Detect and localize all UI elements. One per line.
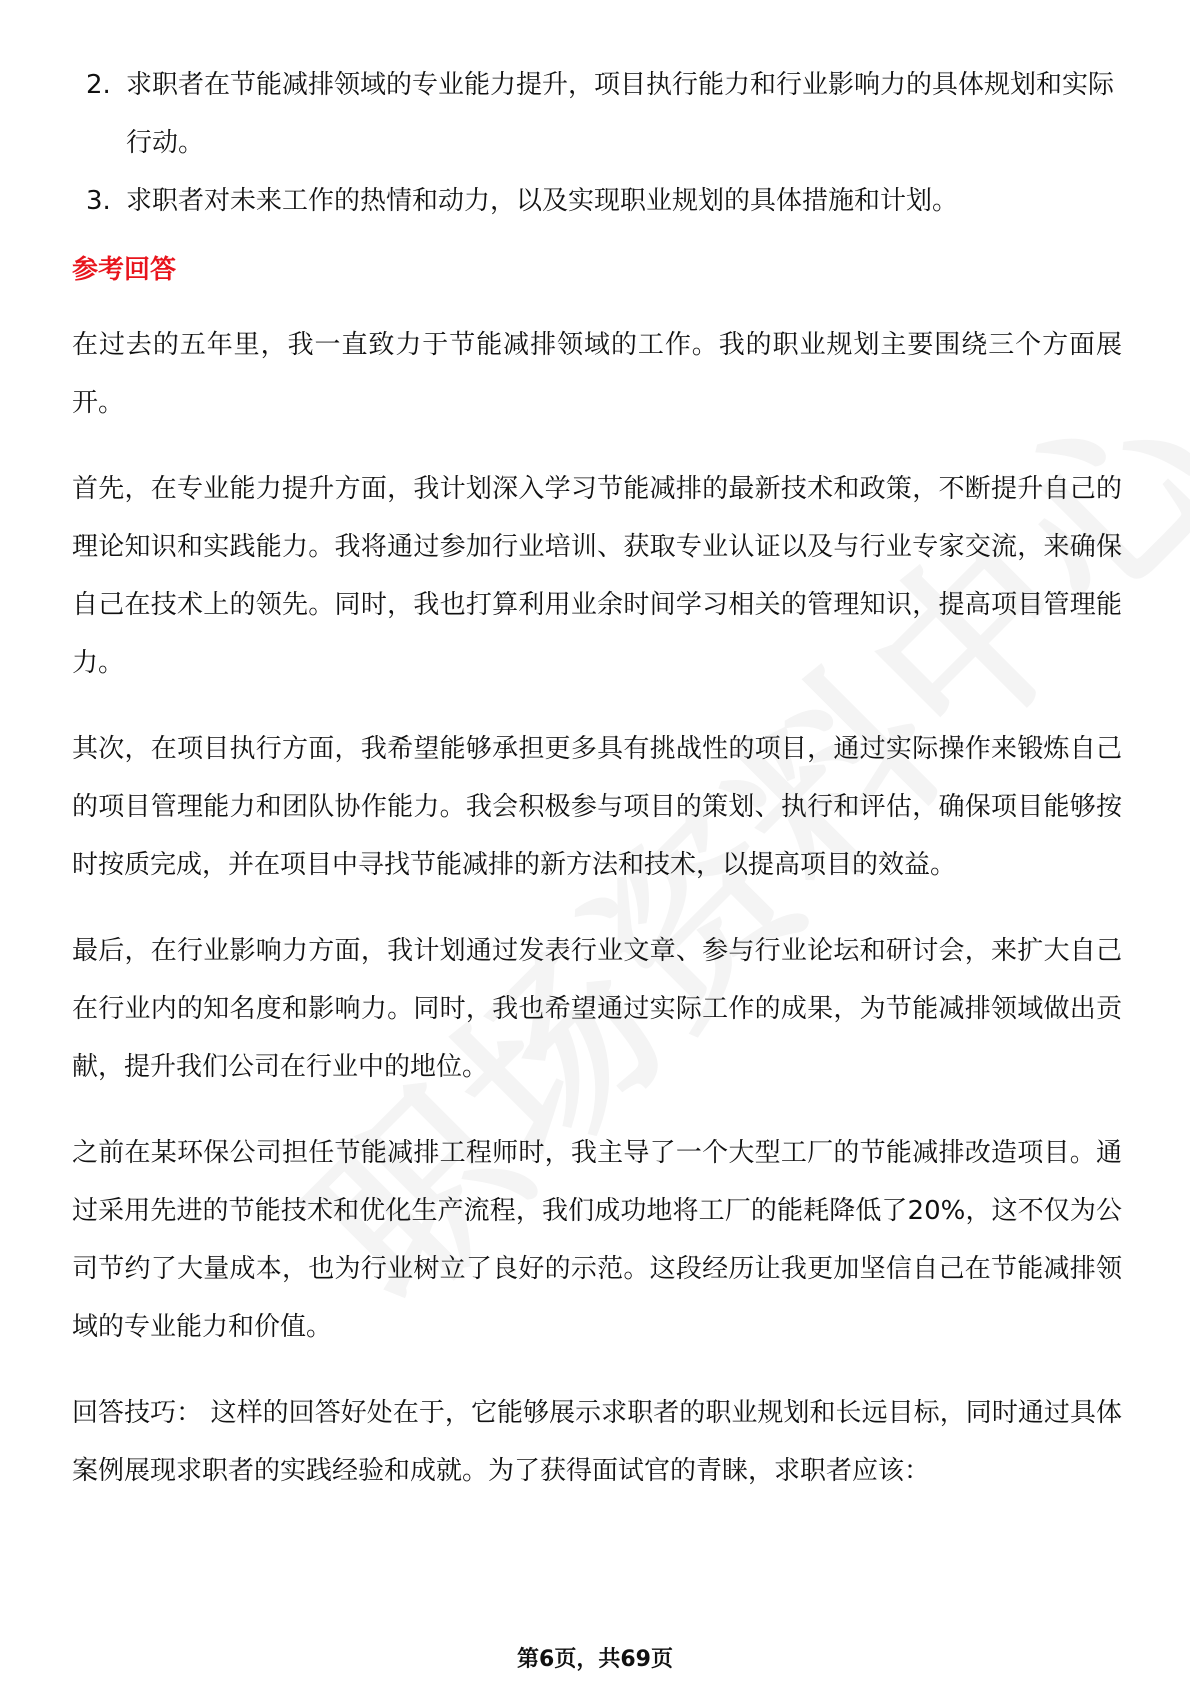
paragraph-intro: 在过去的五年里，我一直致力于节能减排领域的工作。我的职业规划主要围绕三个方面展开。 xyxy=(72,330,1122,418)
list-item xyxy=(72,56,1122,172)
page-content xyxy=(72,56,1122,1528)
list-item xyxy=(72,172,1122,230)
paragraph-project: 其次，在项目执行方面，我希望能够承担更多具有挑战性的项目，通过实际操作来锻炼自己的项目管理能力和团队协作能力。我会积极参与项目的策划、执行和评估，确保项目能够按时按质完成，并在项目中寻找节能减排的新方法和技术，以提高项目的效益。 xyxy=(72,734,1122,880)
page-footer: 第6页，共69页 xyxy=(517,1647,673,1672)
numbered-list xyxy=(72,56,1122,230)
paragraph-tips: 回答技巧： 这样的回答好处在于，它能够展示求职者的职业规划和长远目标，同时通过具体案例展现求职者的实践经验和成就。为了获得面试官的青睐，求职者应该： xyxy=(72,1398,1122,1486)
section-heading: 参考回答 xyxy=(72,255,177,285)
paragraph-professional: 首先，在专业能力提升方面，我计划深入学习节能减排的最新技术和政策，不断提升自己的理论知识和实践能力。我将通过参加行业培训、获取专业认证以及与行业专家交流，来确保自己在技术上的领先。同时，我也打算利用业余时间学习相关的管理知识，提高项目管理能力。 xyxy=(72,474,1122,678)
list-item-number: 3. xyxy=(86,186,111,216)
list-item-text: 求职者在节能减排领域的专业能力提升，项目执行能力和行业影响力的具体规划和实际行动。 xyxy=(126,70,1115,158)
list-item-text: 求职者对未来工作的热情和动力，以及实现职业规划的具体措施和计划。 xyxy=(126,186,959,216)
paragraph-experience: 之前在某环保公司担任节能减排工程师时，我主导了一个大型工厂的节能减排改造项目。通过采用先进的节能技术和优化生产流程，我们成功地将工厂的能耗降低了20%，这不仅为公司节约了大量成本，也为行业树立了良好的示范。这段经历让我更加坚信自己在节能减排领域的专业能力和价值。 xyxy=(72,1138,1122,1342)
paragraph-influence: 最后，在行业影响力方面，我计划通过发表行业文章、参与行业论坛和研讨会，来扩大自己在行业内的知名度和影响力。同时，我也希望通过实际工作的成果，为节能减排领域做出贡献，提升我们公司在行业中的地位。 xyxy=(72,936,1122,1082)
list-item-number: 2. xyxy=(86,70,111,100)
